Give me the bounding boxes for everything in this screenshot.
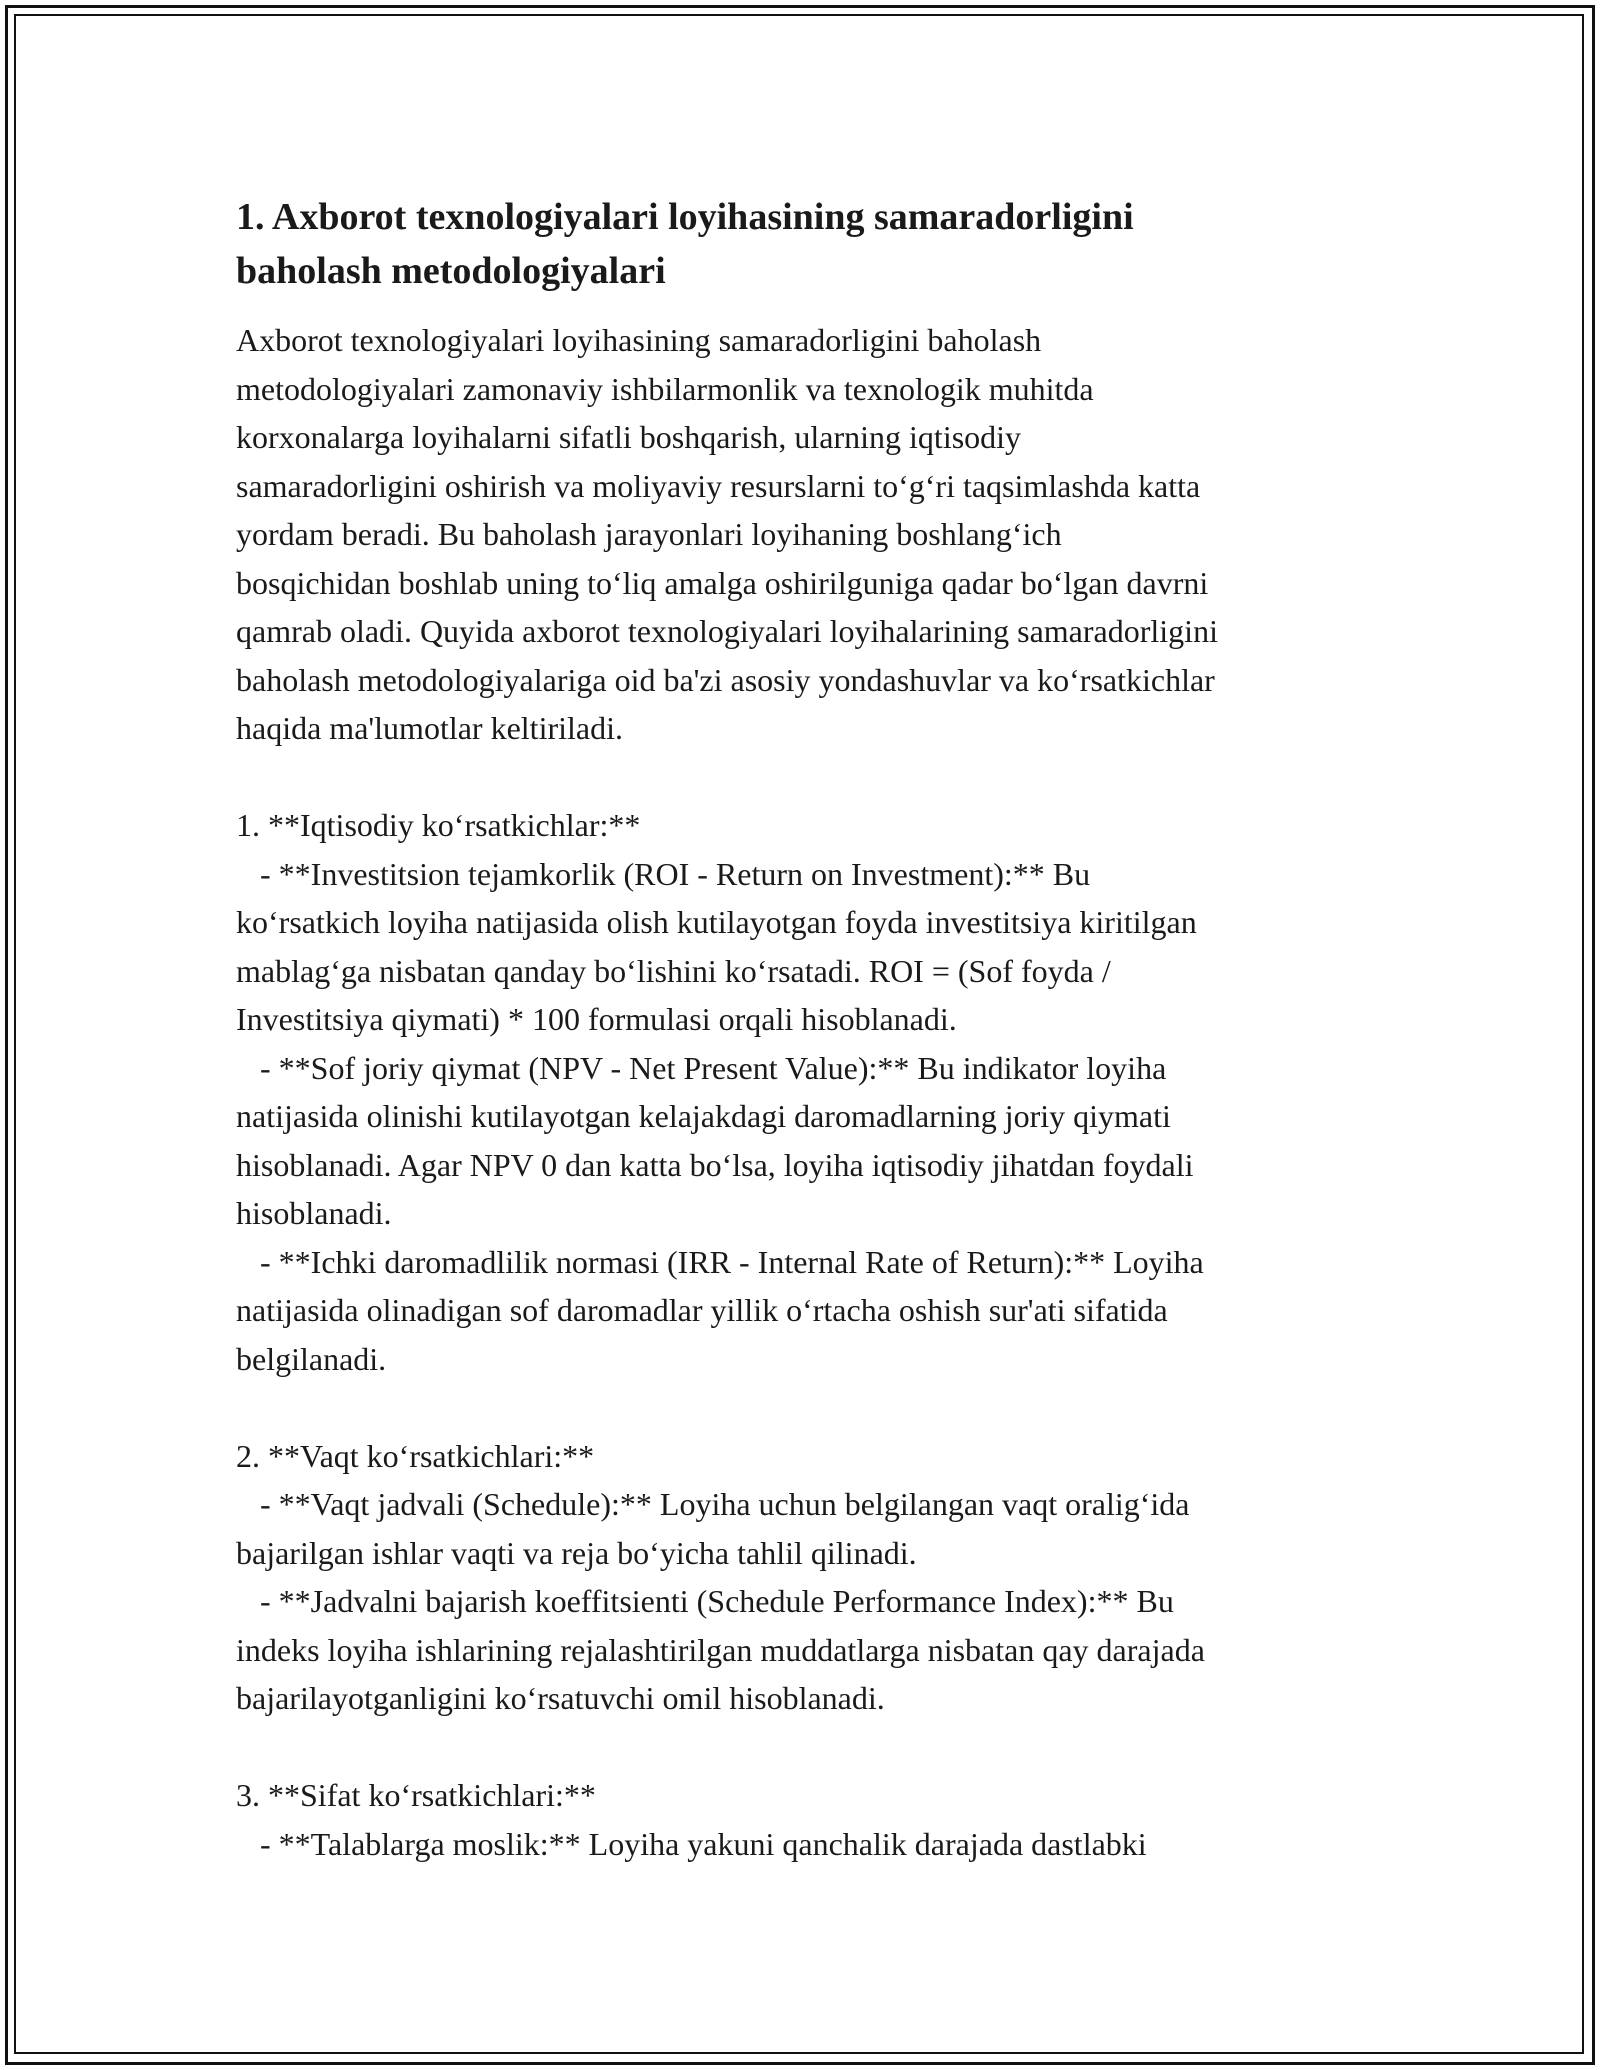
text-line: indeks loyiha ishlarining rejalashtirilgan muddatlarga nisbatan qay darajada xyxy=(236,1631,1205,1668)
text-line: - **Ichki daromadlilik normasi (IRR - Internal Rate of Return):** Loyiha xyxy=(236,1243,1204,1280)
text-line: hisoblanadi. xyxy=(236,1195,392,1231)
paragraph-gap xyxy=(236,1723,1396,1772)
text-line: yordam beradi. Bu baholash jarayonlari loyihaning boshlang‘ich xyxy=(236,516,1062,552)
text-line: bajarilgan ishlar vaqti va reja bo‘yicha tahlil qilinadi. xyxy=(236,1534,917,1571)
text-line: - **Talablarga moslik:** Loyiha yakuni qanchalik darajada dastlabki xyxy=(236,1825,1147,1862)
text-line: natijasida olinishi kutilayotgan kelajakdagi daromadlarning joriy qiymati xyxy=(236,1098,1171,1134)
title-line: baholash metodologiyalari xyxy=(236,250,666,292)
text-line: samaradorligini oshirish va moliyaviy resurslarni to‘g‘ri taqsimlashda katta xyxy=(236,467,1201,504)
text-line: belgilanadi. xyxy=(236,1340,387,1377)
document-page xyxy=(236,190,1396,1868)
text-line: bajarilayotganligini ko‘rsatuvchi omil hisoblanadi. xyxy=(236,1680,885,1716)
intro-paragraph xyxy=(236,316,1396,753)
text-line: - **Vaqt jadvali (Schedule):** Loyiha uchun belgilangan vaqt oralig‘ida xyxy=(236,1486,1190,1522)
text-line: metodologiyalari zamonaviy ishbilarmonlik va texnologik muhitda xyxy=(236,370,1094,407)
section-time-indicators xyxy=(236,1432,1396,1723)
section-heading: 3. **Sifat ko‘rsatkichlari:** xyxy=(236,1777,596,1813)
text-line: - **Jadvalni bajarish koeffitsienti (Schedule Performance Index):** Bu xyxy=(236,1583,1174,1619)
text-line: natijasida olinadigan sof daromadlar yillik o‘rtacha oshish sur'ati sifatida xyxy=(236,1292,1168,1328)
paragraph-gap xyxy=(236,1383,1396,1432)
section-economic-indicators xyxy=(236,801,1396,1383)
document-title xyxy=(236,190,1396,298)
text-line: qamrab oladi. Quyida axborot texnologiyalari loyihalarining samaradorligini xyxy=(236,613,1218,649)
text-line: Investitsiya qiymati) * 100 formulasi orqali hisoblanadi. xyxy=(236,1001,957,1037)
text-line: Axborot texnologiyalari loyihasining samaradorligini baholash xyxy=(236,322,1042,358)
text-line: - **Investitsion tejamkorlik (ROI - Return on Investment):** Bu xyxy=(236,855,1091,892)
section-heading: 1. **Iqtisodiy ko‘rsatkichlar:** xyxy=(236,807,641,843)
text-line: mablag‘ga nisbatan qanday bo‘lishini ko‘rsatadi. ROI = (Sof foyda / xyxy=(236,952,1111,989)
text-line: ko‘rsatkich loyiha natijasida olish kutilayotgan foyda investitsiya kiritilgan xyxy=(236,904,1197,940)
text-line: haqida ma'lumotlar keltiriladi. xyxy=(236,710,623,746)
section-quality-indicators xyxy=(236,1771,1396,1868)
text-line: hisoblanadi. Agar NPV 0 dan katta bo‘lsa, loyiha iqtisodiy jihatdan foydali xyxy=(236,1146,1194,1183)
text-line: bosqichidan boshlab uning to‘liq amalga oshirilguniga qadar bo‘lgan davrni xyxy=(236,564,1209,601)
text-line: - **Sof joriy qiymat (NPV - Net Present Value):** Bu indikator loyiha xyxy=(236,1049,1167,1086)
paragraph-gap xyxy=(236,753,1396,802)
text-line: baholash metodologiyalariga oid ba'zi asosiy yondashuvlar va ko‘rsatkichlar xyxy=(236,661,1215,698)
section-heading: 2. **Vaqt ko‘rsatkichlari:** xyxy=(236,1437,595,1474)
title-line: 1. Axborot texnologiyalari loyihasining samaradorligini xyxy=(236,196,1134,238)
text-line: korxonalarga loyihalarni sifatli boshqarish, ularning iqtisodiy xyxy=(236,419,1022,455)
